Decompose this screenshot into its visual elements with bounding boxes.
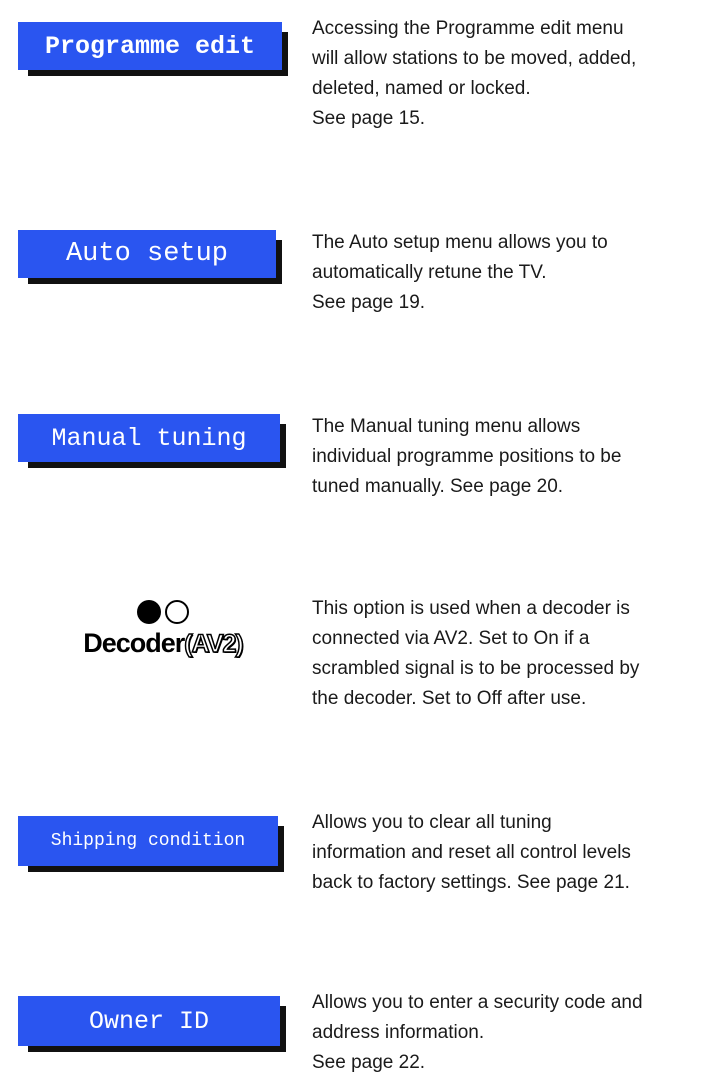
auto-setup-tile: [18, 230, 276, 278]
filled-circle-icon: [137, 600, 161, 624]
description-line: tuned manually. See page 20.: [312, 476, 564, 497]
shipping-condition-tile: [18, 816, 278, 866]
description-line: deleted, named or locked.: [312, 78, 531, 99]
description-line: The Auto setup menu allows you to: [312, 232, 608, 253]
tile-shadow: [28, 866, 284, 872]
tile-shadow: [28, 70, 288, 76]
description-line: See page 15.: [312, 108, 426, 129]
description-line: will allow stations to be moved, added,: [312, 48, 637, 69]
description-line: See page 22.: [312, 1052, 426, 1073]
tile-shadow: [28, 278, 282, 284]
description-line: Allows you to enter a security code and: [312, 992, 643, 1013]
on-off-indicator: [52, 600, 274, 624]
manual-tuning-description: [312, 412, 710, 502]
decoder-label-main: Decoder: [83, 628, 185, 658]
description-line: information and reset all control levels: [312, 842, 631, 863]
decoder-label-suffix: (AV2): [184, 630, 243, 658]
description-line: individual programme positions to be: [312, 446, 622, 467]
programme-edit-tile: [18, 22, 282, 70]
description-line: automatically retune the TV.: [312, 262, 547, 283]
tile-shadow: [28, 462, 286, 468]
decoder-label: [52, 628, 274, 659]
owner-id-tile-label: Owner ID: [88, 1006, 210, 1036]
decoder-description: [312, 594, 710, 714]
owner-id-description: [312, 988, 710, 1078]
description-line: scrambled signal is to be processed by: [312, 658, 640, 679]
shipping-condition-tile-label: Shipping condition: [50, 831, 246, 851]
programme-edit-description: [312, 14, 710, 134]
description-line: the decoder. Set to Off after use.: [312, 688, 587, 709]
decoder-option: [52, 600, 274, 659]
description-line: back to factory settings. See page 21.: [312, 872, 630, 893]
manual-tuning-tile-label: Manual tuning: [51, 423, 247, 453]
auto-setup-tile-label: Auto setup: [65, 239, 229, 269]
description-line: Allows you to clear all tuning: [312, 812, 552, 833]
empty-circle-icon: [165, 600, 189, 624]
description-line: The Manual tuning menu allows: [312, 416, 581, 437]
description-line: Accessing the Programme edit menu: [312, 18, 624, 39]
owner-id-tile: [18, 996, 280, 1046]
description-line: connected via AV2. Set to On if a: [312, 628, 590, 649]
shipping-condition-description: [312, 808, 710, 898]
description-line: This option is used when a decoder is: [312, 598, 630, 619]
auto-setup-description: [312, 228, 710, 318]
description-line: address information.: [312, 1022, 485, 1043]
tile-shadow: [28, 1046, 286, 1052]
manual-tuning-tile: [18, 414, 280, 462]
programme-edit-tile-label: Programme edit: [44, 31, 256, 61]
description-line: See page 19.: [312, 292, 426, 313]
